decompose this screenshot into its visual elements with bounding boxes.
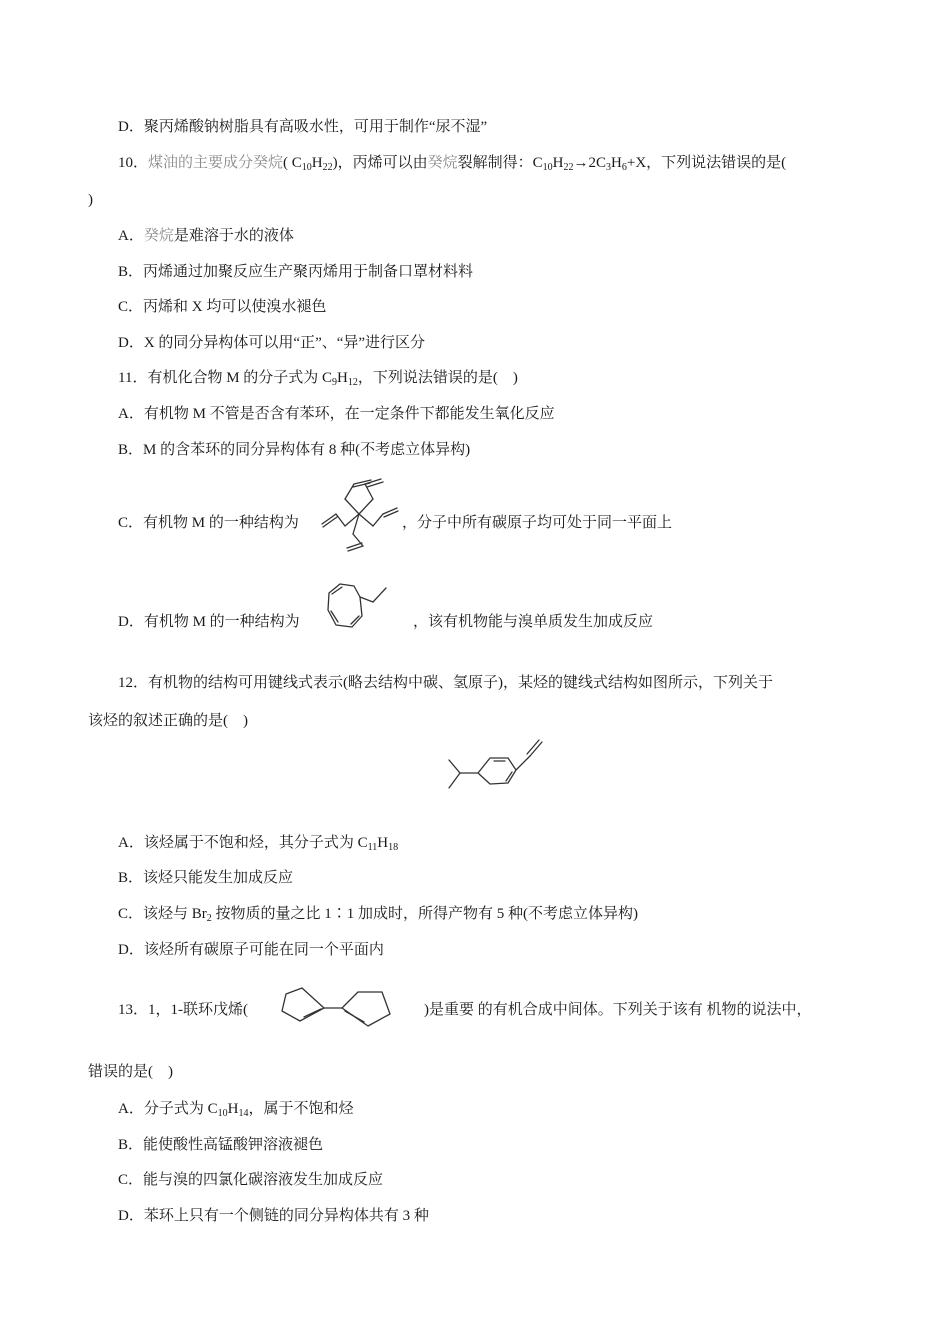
q11-option-c-label: C．有机物 M 的一种结构为 — [118, 515, 299, 531]
q10-option-a — [118, 226, 294, 246]
q10-option-c: C．丙烯和 X 均可以使溴水褪色 — [118, 299, 327, 315]
q12-option-d: D．该烃所有碳原子可能在同一个平面内 — [118, 942, 384, 958]
q10-option-d: D．X 的同分异构体可以用“正”、“异”进行区分 — [118, 335, 426, 351]
q12-option-c-pre: C．该烃与 Br — [118, 906, 207, 922]
q10-h: H — [611, 155, 622, 171]
q12-h: H — [377, 835, 389, 851]
q12-sub: 11 — [367, 842, 378, 853]
q10-sub: 22 — [322, 162, 333, 173]
q10-h: H — [311, 155, 323, 171]
q12-option-c — [118, 904, 638, 924]
q11-stem — [118, 368, 518, 388]
q13-option-b: B．能使酸性高锰酸钾溶液褪色 — [118, 1137, 324, 1153]
q13-sub: 10 — [217, 1108, 228, 1119]
q10-h: H — [552, 155, 564, 171]
q10-decane: 癸烷 — [143, 228, 174, 244]
q10-formula-open: ( C — [283, 155, 302, 171]
q10-decane: 癸烷 — [253, 155, 284, 171]
q13-stem-line2: 错误的是( ) — [88, 1064, 173, 1080]
q11-stem-pre: 11．有机化合物 M 的分子式为 C — [118, 370, 333, 386]
q10-close-paren: ) — [88, 192, 93, 208]
q12-stem-line1: 12．有机物的结构可用键线式表示(略去结构中碳、氢原子)，某烃的键线式结构如图所示，下列关于 — [118, 675, 773, 691]
q13-option-d: D．苯环上只有一个侧链的同分异构体共有 3 种 — [118, 1208, 429, 1224]
q10-sub: 10 — [542, 162, 553, 173]
q11-stem-post: ，下列说法错误的是( ) — [357, 370, 518, 386]
q13-option-a-pre: A．分子式为 C — [118, 1101, 218, 1117]
q10-option-b: B．丙烯通过加聚反应生产聚丙烯用于制备口罩材料料 — [118, 264, 474, 280]
q10-sub: 6 — [621, 162, 627, 173]
q11-option-a: A．有机物 M 不管是否含有苯环，在一定条件下都能发生氧化反应 — [118, 406, 555, 422]
q10-lead: 煤油的主要成分 — [148, 155, 254, 171]
q12-sub: 18 — [388, 842, 399, 853]
q13-stem-post: )是重要 的有机合成中间体。下列关于该有 机物的说法中， — [424, 1002, 812, 1018]
q10-stem — [118, 153, 786, 173]
q11-sub: 9 — [332, 377, 338, 388]
ethylcycloheptatriene-structure-icon — [318, 575, 404, 647]
q10-sub: 10 — [301, 162, 312, 173]
q10-option-a-text: 是难溶于水的液体 — [173, 228, 294, 244]
q12-option-a-text: A．该烃属于不饱和烃，其分子式为 C — [118, 835, 368, 851]
q11-option-d-text: ，该有机物能与溴单质发生加成反应 — [413, 614, 654, 630]
q11-option-c-text: ，分子中所有碳原子均可处于同一平面上 — [402, 515, 673, 531]
q12-option-c-post: 按物质的量之比 1∶1 加成时，所得产物有 5 种(不考虑立体异构) — [211, 906, 639, 922]
limonene-like-structure-icon — [432, 738, 552, 800]
q12-sub: 2 — [206, 913, 212, 924]
q10-sub: 22 — [563, 162, 574, 173]
q10-formula-close: )，丙烯可以由 — [332, 155, 428, 171]
q12-option-a — [118, 833, 398, 853]
bicyclopentenyl-structure-icon — [272, 978, 422, 1036]
q13-sub: 14 — [238, 1108, 249, 1119]
q11-option-b: B．M 的含苯环的同分异构体有 8 种(不考虑立体异构) — [118, 442, 471, 458]
q13-option-a-post: ，属于不饱和烃 — [248, 1101, 354, 1117]
q10-number: 10． — [118, 155, 149, 171]
q13-option-a — [118, 1099, 353, 1119]
q13-stem-pre: 13．1，1-联环戊烯( — [118, 1002, 248, 1018]
tetravinylmethane-structure-icon — [318, 474, 400, 554]
q11-h: H — [337, 370, 348, 386]
q11-sub: 12 — [347, 377, 358, 388]
q12-stem-line2: 该烃的叙述正确的是( ) — [88, 713, 248, 729]
q13-h: H — [227, 1101, 239, 1117]
q10-decane: 癸烷 — [427, 155, 458, 171]
q12-option-b: B．该烃只能发生加成反应 — [118, 870, 294, 886]
q10-option-a-label: A． — [118, 228, 144, 244]
q10-sub: 3 — [606, 162, 612, 173]
q13-option-c: C．能与溴的四氯化碳溶液发生加成反应 — [118, 1172, 384, 1188]
q10-mid: 裂解制得：C — [457, 155, 543, 171]
q11-option-d-label: D．有机物 M 的一种结构为 — [118, 614, 300, 630]
q9-option-d: D．聚丙烯酸钠树脂具有高吸水性，可用于制作“尿不湿” — [118, 119, 488, 135]
q10-arrow: →2C — [573, 155, 607, 171]
q10-tail: +X，下列说法错误的是( — [626, 155, 787, 171]
